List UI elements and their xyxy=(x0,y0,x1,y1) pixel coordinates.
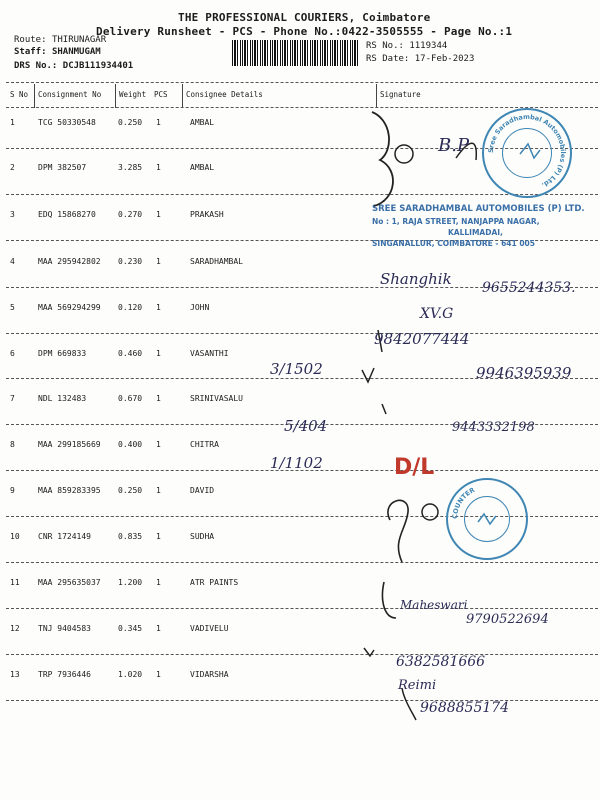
cell-weight: 1.020 xyxy=(118,670,143,679)
col-header-pcs: PCS xyxy=(154,90,168,99)
cell-consignee: AMBAL xyxy=(190,118,215,127)
cell-pcs: 1 xyxy=(156,486,161,495)
cell-consignee: AMBAL xyxy=(190,163,215,172)
row5-phone: 9842077444 xyxy=(374,330,470,348)
row6-door-number: 3/1502 xyxy=(270,360,323,378)
cell-weight: 0.250 xyxy=(118,486,143,495)
cell-consignee: DAVID xyxy=(190,486,215,495)
cell-consignment-no: MAA 295635037 xyxy=(38,578,101,587)
cell-consignment-no: MAA 295942802 xyxy=(38,257,101,266)
cell-consignment-no: CNR 1724149 xyxy=(38,532,91,541)
company-title: THE PROFESSIONAL COURIERS, Coimbatore xyxy=(178,11,431,24)
col-header-sno: S No xyxy=(10,90,29,99)
cell-pcs: 1 xyxy=(156,257,161,266)
col-header-consignment: Consignment No xyxy=(38,90,102,99)
route-label: Route: xyxy=(14,35,47,45)
cell-pcs: 1 xyxy=(156,670,161,679)
cell-consignee: ATR PAINTS xyxy=(190,578,239,587)
cell-pcs: 1 xyxy=(156,532,161,541)
row12-phone: 6382581666 xyxy=(396,654,486,670)
cell-consignment-no: DPM 382507 xyxy=(38,163,87,172)
cell-sno: 3 xyxy=(10,210,15,219)
cell-weight: 0.670 xyxy=(118,394,143,403)
rs-date: RS Date: 17-Feb-2023 xyxy=(366,54,475,64)
cell-sno: 9 xyxy=(10,486,15,495)
cell-weight: 0.460 xyxy=(118,349,143,358)
cell-sno: 4 xyxy=(10,257,15,266)
stamp-line: SREE SARADHAMBAL AUTOMOBILES (P) LTD. xyxy=(372,204,585,214)
cell-pcs: 1 xyxy=(156,118,161,127)
stamp-line: No : 1, RAJA STREET, NANJAPPA NAGAR, xyxy=(372,217,540,226)
row11-name: Maheswari xyxy=(400,598,468,612)
cell-weight: 0.230 xyxy=(118,257,143,266)
cell-consignment-no: MAA 859283395 xyxy=(38,486,101,495)
cell-sno: 1 xyxy=(10,118,15,127)
cell-weight: 0.835 xyxy=(118,532,143,541)
cell-consignment-no: MAA 299185669 xyxy=(38,440,101,449)
cell-consignment-no: EDQ 15868270 xyxy=(38,210,96,219)
row7-door-number: 5/404 xyxy=(284,417,328,435)
staff-value: SHANMUGAM xyxy=(51,47,101,57)
cell-consignee: PRAKASH xyxy=(190,210,224,219)
cell-weight: 0.270 xyxy=(118,210,143,219)
cell-consignment-no: TNJ 9404583 xyxy=(38,624,91,633)
cell-weight: 0.250 xyxy=(118,118,143,127)
cell-sno: 11 xyxy=(10,578,20,587)
staff-label: Staff: xyxy=(14,47,47,57)
stamp-line: KALLIMADAI, xyxy=(448,228,503,237)
col-header-signature: Signature xyxy=(380,90,421,99)
cell-weight: 3.285 xyxy=(118,163,143,172)
row4-signature: Shanghik xyxy=(380,270,452,288)
row6-phone: 9946395939 xyxy=(476,364,572,382)
runsheet-subtitle: Delivery Runsheet - PCS - Phone No.:0422-3505555 - Page No.:1 xyxy=(96,25,513,38)
cell-pcs: 1 xyxy=(156,349,161,358)
cell-consignee: SRINIVASALU xyxy=(190,394,243,403)
cell-consignment-no: TRP 7936446 xyxy=(38,670,91,679)
cell-sno: 7 xyxy=(10,394,15,403)
cell-pcs: 1 xyxy=(156,578,161,587)
cell-consignment-no: NDL 132483 xyxy=(38,394,87,403)
cell-weight: 0.345 xyxy=(118,624,143,633)
cell-sno: 13 xyxy=(10,670,20,679)
cell-sno: 5 xyxy=(10,303,15,312)
row4-phone: 9655244353. xyxy=(482,280,576,296)
drs-label: DRS No.: xyxy=(14,61,58,71)
rs-number: RS No.: 1119344 xyxy=(366,41,448,51)
cell-consignment-no: DPM 669833 xyxy=(38,349,87,358)
row7-phone: 9443332198 xyxy=(452,420,535,435)
cell-consignee: CHITRA xyxy=(190,440,219,449)
cell-sno: 12 xyxy=(10,624,20,633)
col-header-consignee: Consignee Details xyxy=(186,90,263,99)
route-value: THIRUNAGAR xyxy=(51,35,107,45)
row5-name: XV.G xyxy=(420,306,454,322)
row8-delivered-mark: D/L xyxy=(394,455,435,480)
cell-pcs: 1 xyxy=(156,394,161,403)
cell-consignee: VASANTHI xyxy=(190,349,229,358)
cell-consignee: VADIVELU xyxy=(190,624,229,633)
row11-phone: 9790522694 xyxy=(466,612,549,627)
row13-name: Reimi xyxy=(398,678,437,693)
cell-consignment-no: MAA 569294299 xyxy=(38,303,101,312)
cell-consignee: SARADHAMBAL xyxy=(190,257,243,266)
cell-weight: 0.400 xyxy=(118,440,143,449)
seal-text: Sree Saradhambal Automobiles (P) Ltd. xyxy=(486,112,568,190)
row13-phone: 9688855174 xyxy=(420,700,510,716)
cell-consignee: JOHN xyxy=(190,303,210,312)
cell-consignment-no: TCG 50330548 xyxy=(38,118,96,127)
cell-pcs: 1 xyxy=(156,303,161,312)
row1-signature: B.P xyxy=(438,135,470,156)
cell-sno: 8 xyxy=(10,440,15,449)
row8-door-number: 1/1102 xyxy=(270,454,323,472)
cell-sno: 2 xyxy=(10,163,15,172)
seal-text: COUNTER xyxy=(450,486,477,520)
cell-pcs: 1 xyxy=(156,210,161,219)
drs-value: DCJB111934401 xyxy=(62,61,134,71)
cell-consignee: SUDHA xyxy=(190,532,215,541)
cell-sno: 10 xyxy=(10,532,20,541)
stamp-line: SINGANALLUR, COIMBATORE - 641 005 xyxy=(372,239,535,248)
cell-consignee: VIDARSHA xyxy=(190,670,229,679)
cell-weight: 0.120 xyxy=(118,303,143,312)
cell-sno: 6 xyxy=(10,349,15,358)
col-header-weight: Weight xyxy=(119,90,147,99)
cell-pcs: 1 xyxy=(156,163,161,172)
cell-pcs: 1 xyxy=(156,624,161,633)
cell-weight: 1.200 xyxy=(118,578,143,587)
cell-pcs: 1 xyxy=(156,440,161,449)
